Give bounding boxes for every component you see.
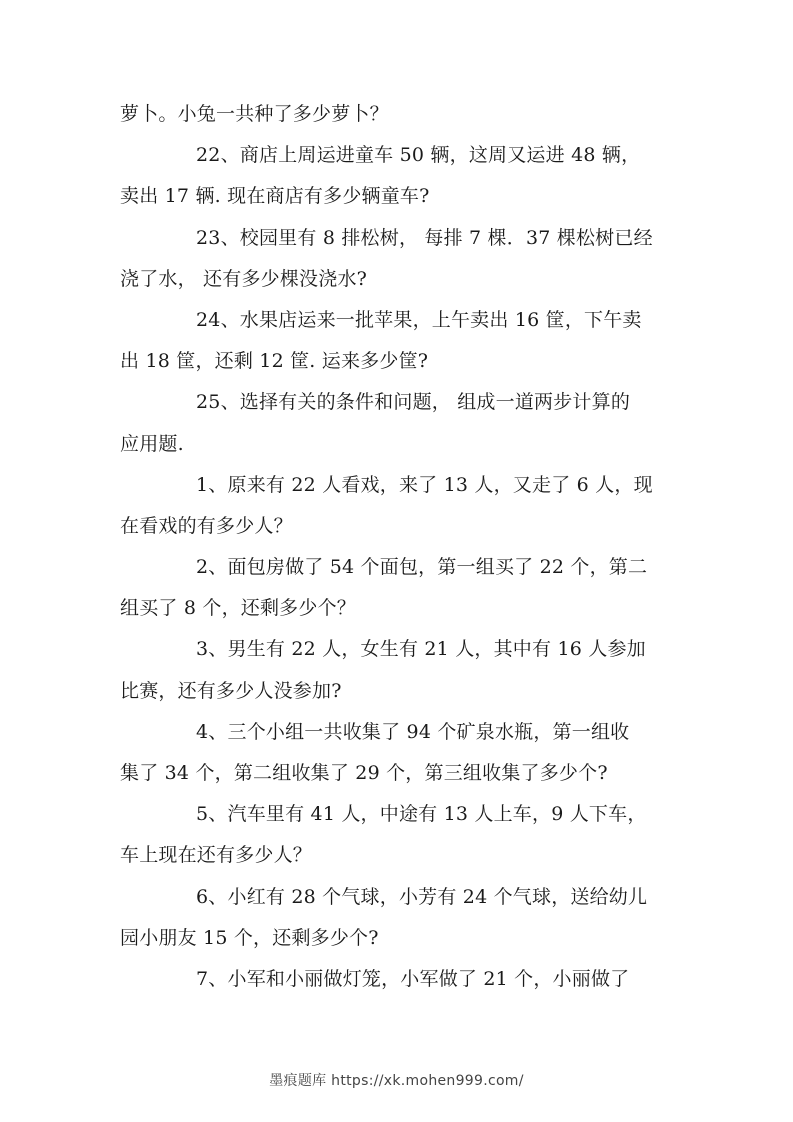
text-line: 车上现在还有多少人？ [120, 844, 313, 867]
text-line: 24、水果店运来一批苹果，上午卖出 16 筐，下午卖 [196, 308, 642, 331]
document-body [120, 94, 676, 1000]
text-line: 23、校园里有 8 排松树， 每排 7 棵．37 棵松树已经 [196, 226, 653, 249]
text-line: 在看戏的有多少人？ [120, 514, 293, 537]
text-line: 组买了 8 个，还剩多少个？ [120, 597, 356, 620]
text-line: 7、小军和小丽做灯笼，小军做了 21 个，小丽做了 [196, 967, 630, 990]
text-line: 1、原来有 22 人看戏，来了 13 人，又走了 6 人，现 [196, 473, 653, 496]
text-line: 3、男生有 22 人，女生有 21 人，其中有 16 人参加 [196, 638, 646, 661]
text-line: 比赛，还有多少人没参加? [120, 679, 342, 702]
footer-watermark-link[interactable]: 墨痕题库 https://xk.mohen999.com/ [269, 1073, 524, 1089]
text-line: 卖出 17 辆. 现在商店有多少辆童车? [120, 185, 430, 208]
text-line: 2、面包房做了 54 个面包，第一组买了 22 个，第二 [196, 556, 648, 579]
text-line: 集了 34 个，第二组收集了 29 个，第三组收集了多少个? [120, 762, 608, 784]
text-line: 6、小红有 28 个气球，小芳有 24 个气球，送给幼儿 [196, 885, 648, 908]
text-line: 25、选择有关的条件和问题， 组成一道两步计算的 [196, 391, 631, 414]
text-line: 4、三个小组一共收集了 94 个矿泉水瓶，第一组收 [196, 720, 630, 743]
text-line: 出 18 筐，还剩 12 筐. 运来多少筐? [120, 350, 429, 373]
text-line: 22、商店上周运进童车 50 辆，这周又运进 48 辆， [196, 144, 641, 167]
text-line: 浇了水， 还有多少棵没浇水? [120, 267, 368, 290]
text-line: 园小朋友 15 个，还剩多少个? [120, 926, 379, 949]
text-line: 5、汽车里有 41 人，中途有 13 人上车，9 人下车， [196, 803, 647, 826]
text-line: 应用题. [120, 432, 184, 455]
text-line: 萝卜。小兔一共种了多少萝卜？ [120, 103, 389, 125]
